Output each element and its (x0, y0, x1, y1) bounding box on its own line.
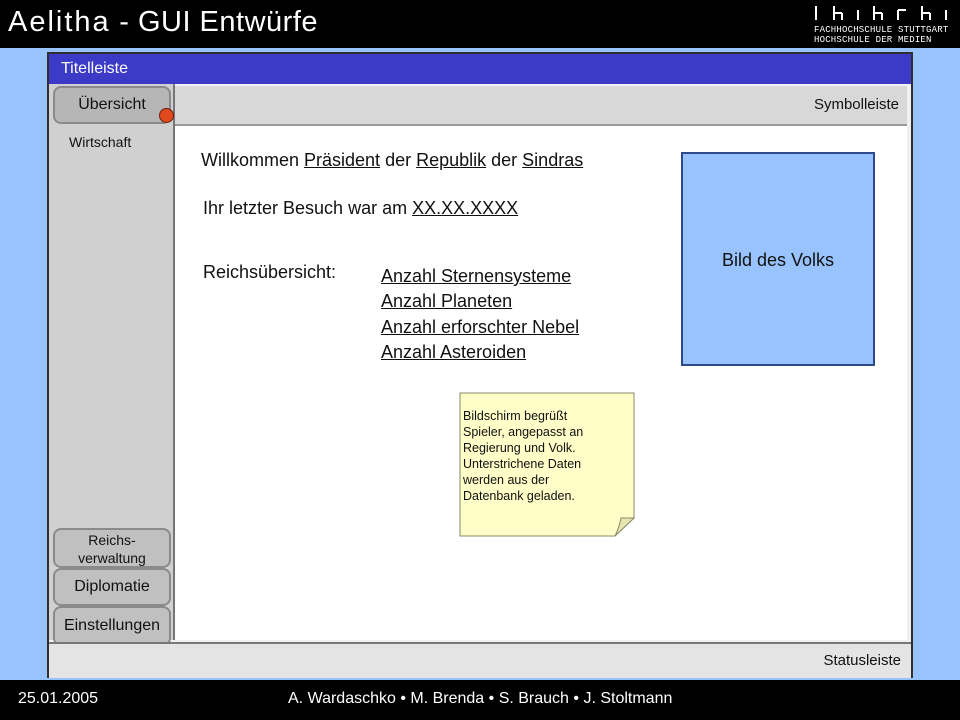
welcome-text-2: der (486, 150, 523, 170)
note-line: werden aus der (463, 473, 550, 487)
slide-date: 25.01.2005 (18, 690, 99, 707)
sidebar (49, 84, 175, 640)
stat-star-systems: Anzahl Sternensysteme (381, 266, 572, 286)
logo-line-2: HOCHSCHULE DER MEDIEN (814, 35, 932, 45)
note-line: Datenbank geladen. (463, 489, 575, 503)
main-content (175, 126, 907, 640)
note-line: Regierung und Volk. (463, 441, 576, 455)
welcome-text-1: der (380, 150, 417, 170)
status-bar-label: Statusleiste (823, 652, 901, 669)
title-bar-label: Titelleiste (61, 60, 128, 77)
stat-explored-nebulae: Anzahl erforschter Nebel (381, 317, 580, 337)
slide-title (8, 6, 318, 39)
empire-overview-label: Reichsübersicht: (203, 262, 337, 282)
note-line: Unterstrichene Daten (463, 457, 582, 471)
people-image-label: Bild des Volks (721, 250, 835, 270)
nav-overview-button[interactable] (53, 86, 171, 124)
nav-diplomacy-label: Diplomatie (74, 578, 150, 595)
welcome-message (201, 150, 583, 171)
status-bar (49, 642, 911, 678)
logo-mark-icon (812, 4, 960, 22)
people-image-placeholder (681, 152, 875, 366)
welcome-role-field: Präsident (304, 150, 381, 170)
last-visit-prefix: Ihr letzter Besuch war am (203, 198, 413, 218)
last-visit-line (203, 198, 518, 219)
sticky-note (459, 392, 635, 536)
slide-authors: A. Wardaschko • M. Brenda • S. Brauch • J. Stoltmann (288, 690, 673, 707)
nav-diplomacy-button[interactable] (53, 568, 171, 606)
stat-planets: Anzahl Planeten (381, 291, 513, 311)
welcome-prefix: Willkommen (201, 150, 305, 170)
title-bar (49, 54, 911, 84)
nav-empire-management-label-1: Reichs- (88, 532, 136, 548)
slide-title-main: Aelitha (8, 6, 111, 38)
note-line: Bildschirm begrüßt (463, 409, 568, 423)
toolbar-label: Symbolleiste (813, 96, 899, 113)
app-window (47, 52, 913, 678)
sticky-note-text (463, 408, 633, 504)
nav-empire-management-button[interactable] (53, 528, 171, 568)
logo-line-1: FACHHOCHSCHULE STUTTGART (814, 25, 949, 35)
nav-economy-item[interactable]: Wirtschaft (69, 134, 132, 150)
welcome-state-field: Republik (416, 150, 487, 170)
nav-settings-label: Einstellungen (63, 617, 161, 634)
toolbar (175, 86, 907, 126)
nav-empire-management-label-2: verwaltung (78, 550, 146, 566)
last-visit-date-field: XX.XX.XXXX (412, 198, 519, 218)
slide-title-sub: - GUI Entwürfe (110, 6, 318, 38)
nav-settings-button[interactable] (53, 606, 171, 646)
slide-footer (0, 680, 960, 720)
university-logo (812, 4, 960, 46)
slide-header (0, 0, 960, 48)
stat-asteroids: Anzahl Asteroiden (381, 342, 527, 362)
note-line: Spieler, angepasst an (463, 425, 584, 439)
welcome-name-field: Sindras (522, 150, 584, 170)
active-indicator-icon (159, 108, 174, 123)
nav-overview-label: Übersicht (78, 96, 146, 113)
